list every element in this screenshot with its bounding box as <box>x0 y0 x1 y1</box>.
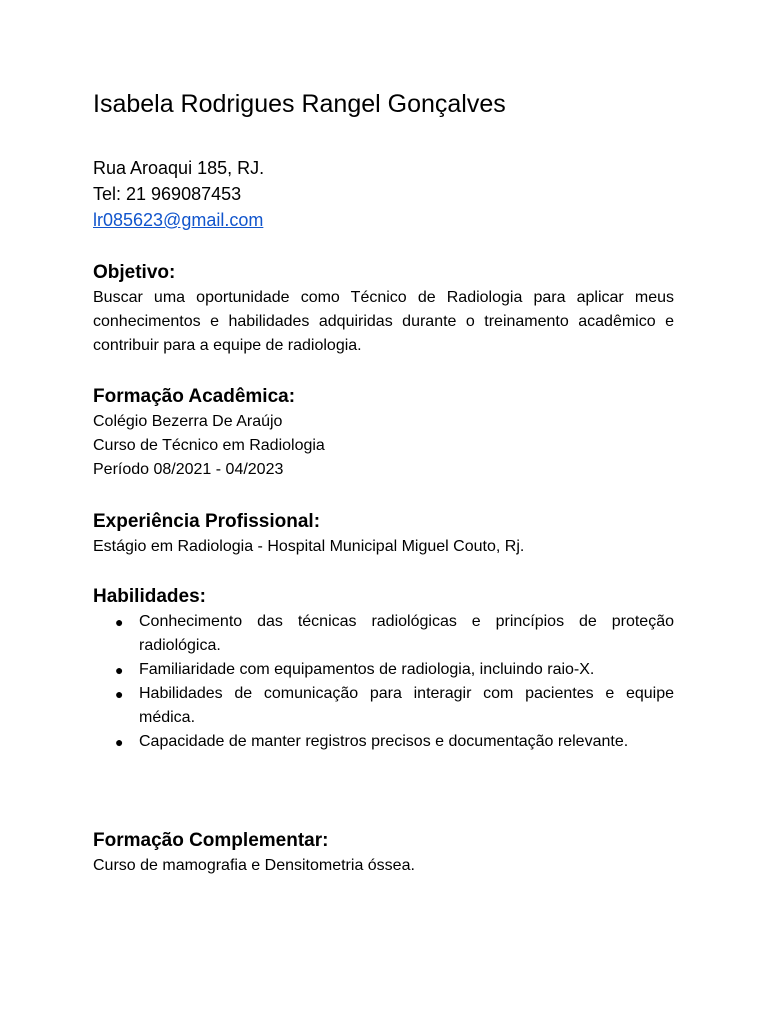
complementary-text: Curso de mamografia e Densitometria óssea. <box>93 857 415 874</box>
bullet-icon: ● <box>115 614 124 630</box>
skills-section <box>93 584 674 754</box>
phone-line: Tel: 21 969087453 <box>93 184 242 204</box>
experience-text: Estágio em Radiologia - Hospital Municipal Miguel Couto, Rj. <box>93 538 525 555</box>
skills-heading: Habilidades: <box>93 586 206 607</box>
objective-text: Buscar uma oportunidade como Técnico de Radiologia para aplicar meus conhecimentos e habilidades adquiridas durante o treinamento acadêmico e contribuir para a equipe de radiologia. <box>93 289 674 354</box>
bullet-icon: ● <box>115 686 124 702</box>
skill-text: Capacidade de manter registros precisos e documentação relevante. <box>139 733 629 750</box>
education-section <box>93 384 674 482</box>
candidate-name: Isabela Rodrigues Rangel Gonçalves <box>93 90 506 118</box>
list-item <box>93 658 674 682</box>
skill-text: Familiaridade com equipamentos de radiologia, incluindo raio-X. <box>139 661 595 678</box>
email-link[interactable]: lr085623@gmail.com <box>93 210 264 230</box>
objective-section <box>93 260 674 358</box>
bullet-icon: ● <box>115 662 124 678</box>
experience-heading: Experiência Profissional: <box>93 511 321 532</box>
education-school: Colégio Bezerra De Araújo <box>93 413 283 430</box>
complementary-section <box>93 828 674 878</box>
education-course: Curso de Técnico em Radiologia <box>93 437 325 454</box>
experience-section <box>93 509 674 559</box>
list-item <box>93 730 674 754</box>
education-text <box>93 410 674 482</box>
complementary-heading: Formação Complementar: <box>93 830 329 851</box>
objective-heading: Objetivo: <box>93 262 176 283</box>
skills-list <box>93 610 674 754</box>
skill-text: Conhecimento das técnicas radiológicas e princípios de proteção radiológica. <box>139 613 674 654</box>
education-heading: Formação Acadêmica: <box>93 386 296 407</box>
list-item <box>93 682 674 730</box>
education-period: Período 08/2021 - 04/2023 <box>93 461 284 478</box>
address-line: Rua Aroaqui 185, RJ. <box>93 158 265 178</box>
contact-block <box>93 155 264 233</box>
skill-text: Habilidades de comunicação para interagir com pacientes e equipe médica. <box>139 685 674 726</box>
bullet-icon: ● <box>115 734 124 750</box>
list-item <box>93 610 674 658</box>
